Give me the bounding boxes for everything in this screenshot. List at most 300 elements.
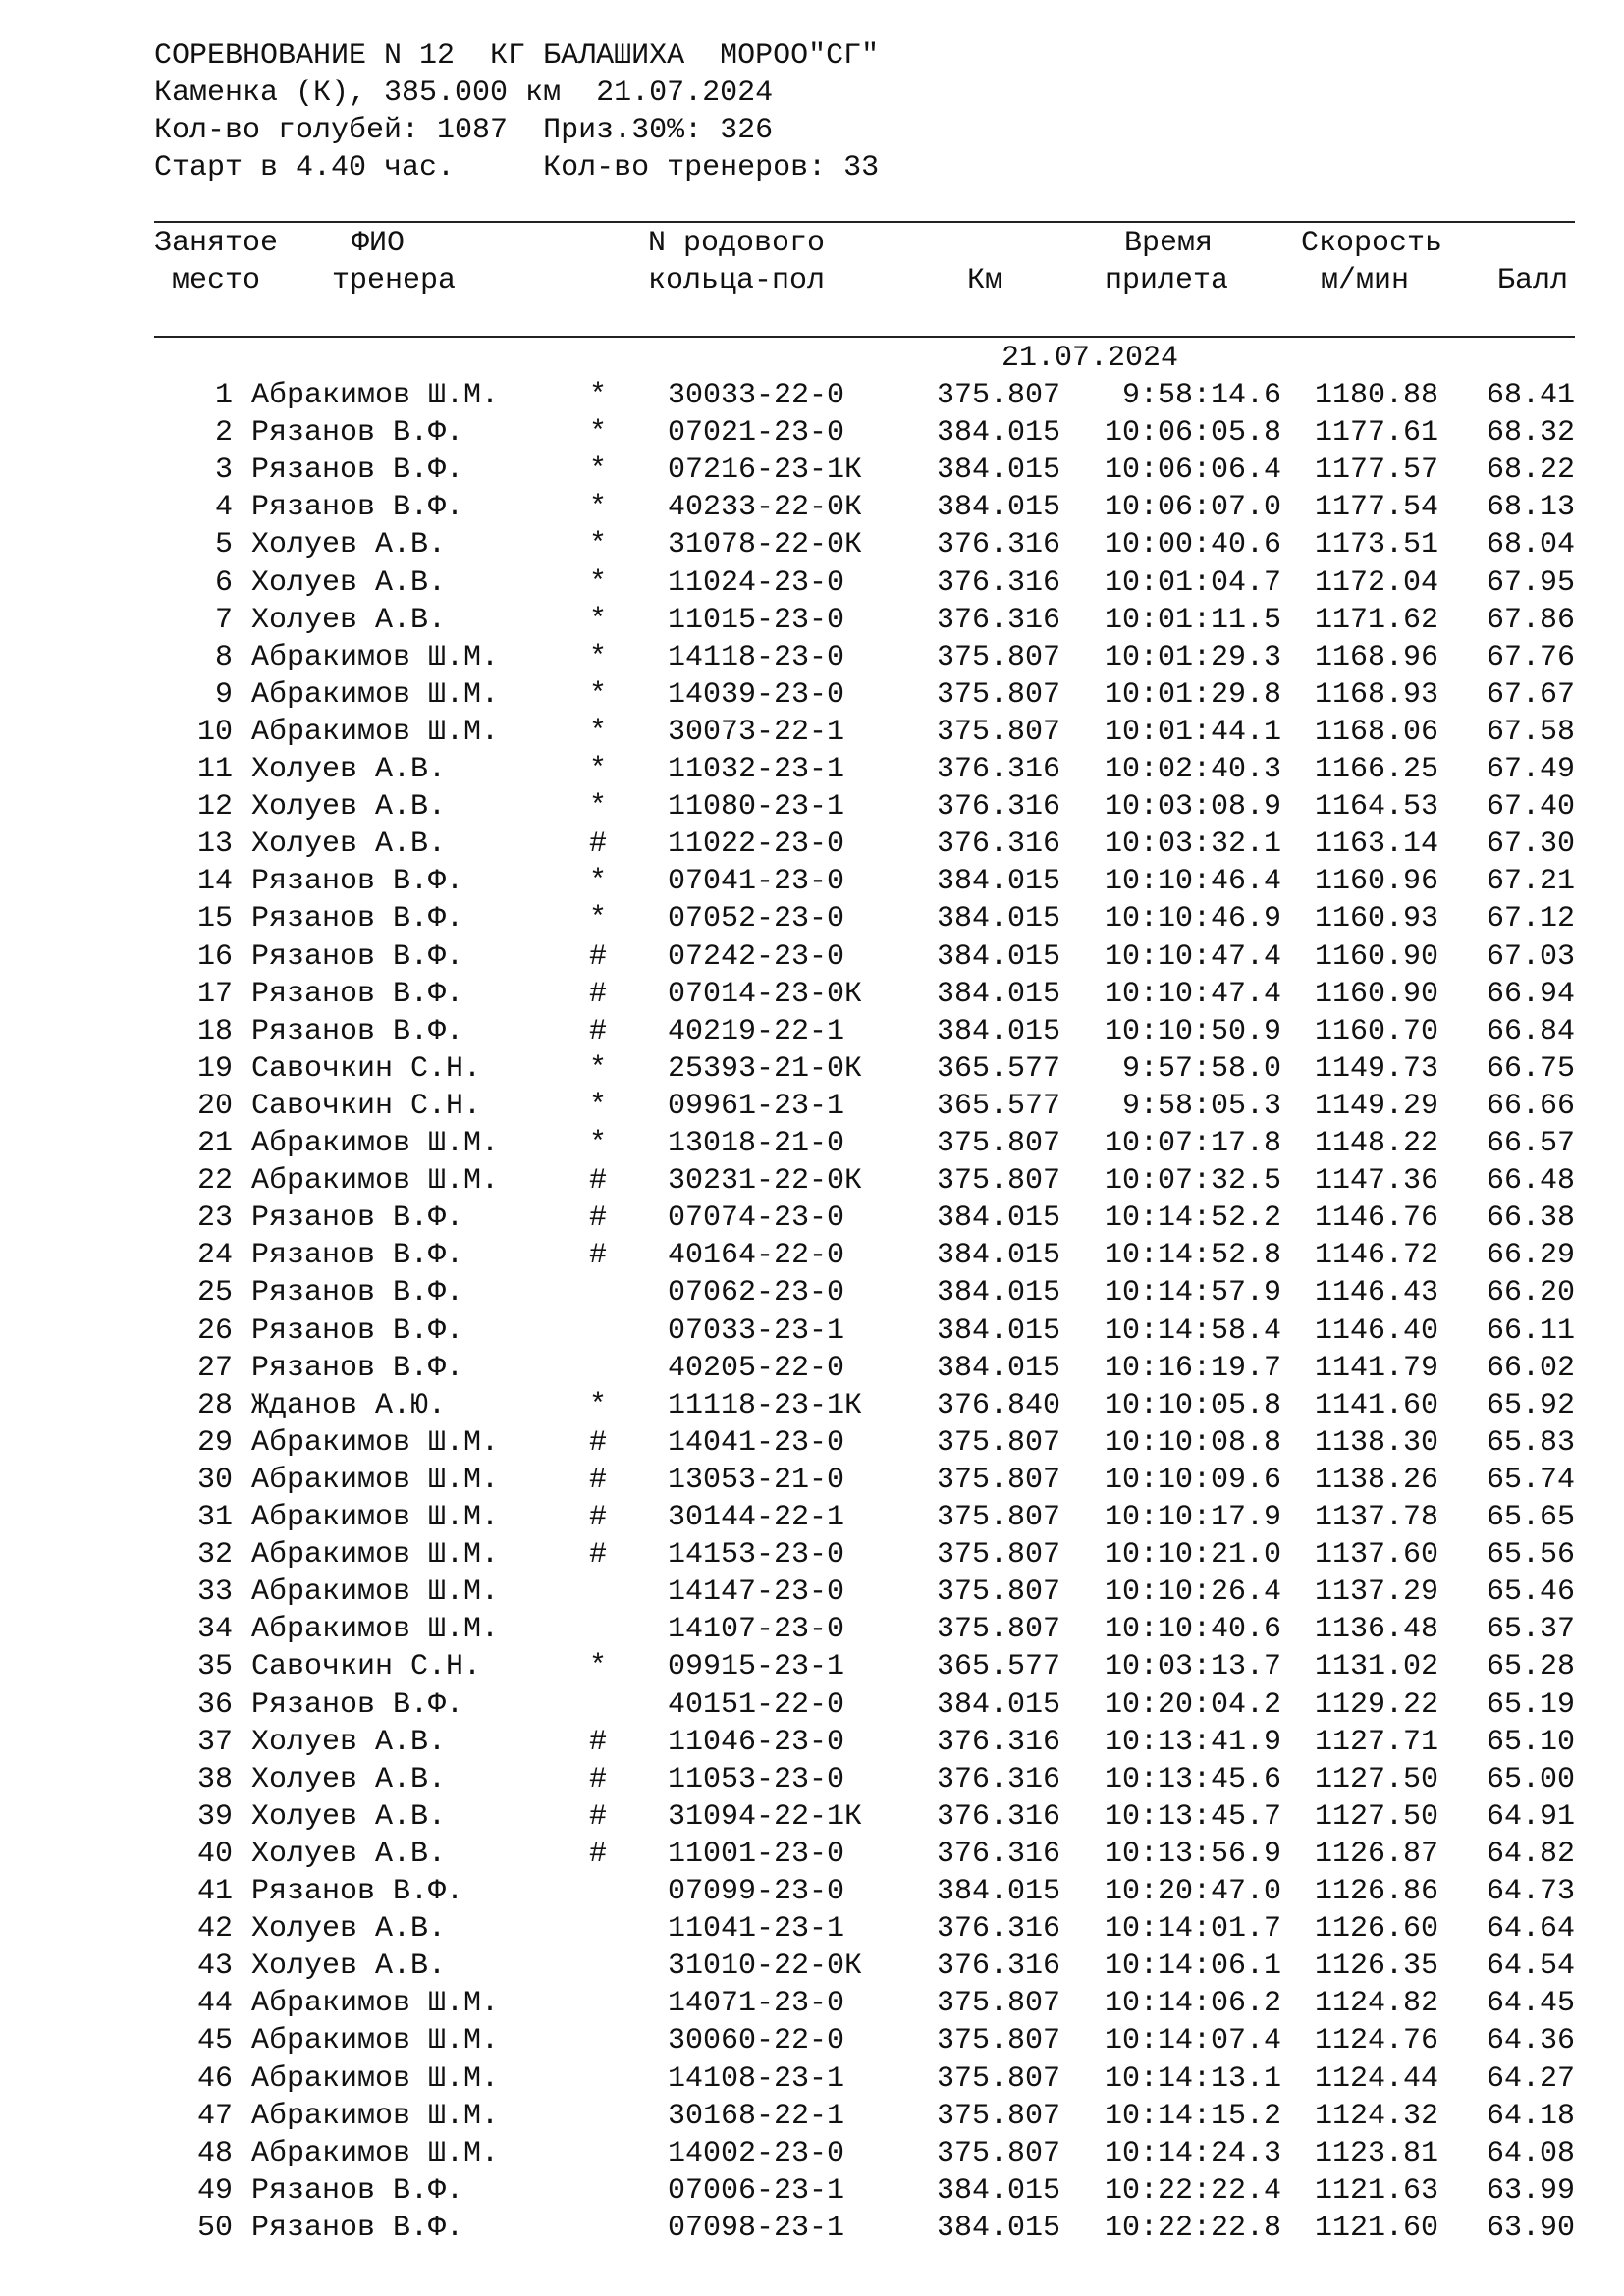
row-mark: * xyxy=(589,715,608,749)
row-arrival-time: 10:06:05.8 xyxy=(1104,416,1281,451)
row-arrival-time: 10:14:15.2 xyxy=(1104,2099,1281,2133)
row-ring: 30168-22-1 xyxy=(668,2099,845,2133)
row-score: 67.58 xyxy=(1486,715,1575,749)
row-speed: 1121.60 xyxy=(1314,2211,1438,2245)
row-mark: * xyxy=(589,603,608,637)
row-km: 384.015 xyxy=(936,977,1060,1011)
row-speed: 1180.88 xyxy=(1314,379,1438,412)
row-place: 43 xyxy=(196,1949,233,1984)
row-trainer: Абракимов Ш.М. xyxy=(251,715,500,749)
row-km: 375.807 xyxy=(936,1127,1060,1160)
row-mark: * xyxy=(589,790,608,825)
row-mark: * xyxy=(589,1127,608,1160)
row-trainer: Абракимов Ш.М. xyxy=(251,2061,500,2096)
row-arrival-time: 10:10:40.6 xyxy=(1104,1613,1281,1647)
row-arrival-time: 10:10:47.4 xyxy=(1104,939,1281,974)
row-km: 384.015 xyxy=(936,939,1060,974)
row-place: 5 xyxy=(214,528,233,562)
row-trainer: Рязанов В.Ф. xyxy=(251,1014,464,1048)
row-arrival-time: 10:10:09.6 xyxy=(1104,1463,1281,1497)
row-place: 17 xyxy=(196,977,233,1011)
row-arrival-time: 10:13:56.9 xyxy=(1104,1837,1281,1871)
row-mark: * xyxy=(589,454,608,488)
row-mark: # xyxy=(589,828,608,862)
row-speed: 1160.90 xyxy=(1314,977,1438,1011)
row-trainer: Рязанов В.Ф. xyxy=(251,491,464,525)
row-ring: 11080-23-1 xyxy=(668,790,845,825)
row-score: 67.76 xyxy=(1486,640,1575,674)
row-ring: 30060-22-0 xyxy=(668,2024,845,2058)
row-speed: 1146.43 xyxy=(1314,1276,1438,1310)
row-arrival-time: 10:14:58.4 xyxy=(1104,1313,1281,1348)
row-arrival-time: 10:10:47.4 xyxy=(1104,977,1281,1011)
row-speed: 1168.06 xyxy=(1314,715,1438,749)
row-trainer: Холуев А.В. xyxy=(251,1949,447,1984)
row-score: 66.11 xyxy=(1486,1313,1575,1348)
row-ring: 09961-23-1 xyxy=(668,1089,845,1123)
row-place: 9 xyxy=(214,677,233,712)
row-trainer: Рязанов В.Ф. xyxy=(251,865,464,899)
row-ring: 11041-23-1 xyxy=(668,1912,845,1947)
row-place: 7 xyxy=(214,603,233,637)
row-mark: * xyxy=(589,1051,608,1086)
row-score: 66.66 xyxy=(1486,1089,1575,1123)
row-place: 41 xyxy=(196,1875,233,1908)
row-place: 6 xyxy=(214,565,233,600)
row-place: 19 xyxy=(196,1051,233,1086)
row-score: 66.57 xyxy=(1486,1127,1575,1160)
row-mark: # xyxy=(589,1538,608,1573)
row-trainer: Абракимов Ш.М. xyxy=(251,1987,500,2021)
row-mark: * xyxy=(589,416,608,451)
row-score: 67.67 xyxy=(1486,677,1575,712)
row-mark: # xyxy=(589,1425,608,1460)
row-ring: 14039-23-0 xyxy=(668,677,845,712)
row-arrival-time: 10:13:41.9 xyxy=(1104,1725,1281,1759)
row-km: 375.807 xyxy=(936,1575,1060,1610)
col-place-line1: Занятое xyxy=(154,227,279,260)
row-place: 18 xyxy=(196,1014,233,1048)
row-km: 376.316 xyxy=(936,1799,1060,1834)
row-ring: 31010-22-0К xyxy=(668,1949,863,1984)
row-arrival-time: 9:58:14.6 xyxy=(1121,379,1281,412)
row-arrival-time: 10:22:22.8 xyxy=(1104,2211,1281,2245)
row-trainer: Абракимов Ш.М. xyxy=(251,677,500,712)
row-score: 65.10 xyxy=(1486,1725,1575,1759)
row-place: 34 xyxy=(196,1613,233,1647)
row-ring: 14153-23-0 xyxy=(668,1538,845,1573)
row-arrival-time: 10:16:19.7 xyxy=(1104,1351,1281,1385)
row-km: 375.807 xyxy=(936,2099,1060,2133)
row-score: 66.29 xyxy=(1486,1239,1575,1273)
row-score: 67.86 xyxy=(1486,603,1575,637)
row-mark: # xyxy=(589,1463,608,1497)
row-mark: * xyxy=(589,491,608,525)
row-place: 21 xyxy=(196,1127,233,1160)
row-arrival-time: 10:20:47.0 xyxy=(1104,1875,1281,1908)
row-speed: 1148.22 xyxy=(1314,1127,1438,1160)
row-ring: 11022-23-0 xyxy=(668,828,845,862)
row-arrival-time: 10:07:32.5 xyxy=(1104,1164,1281,1199)
row-speed: 1177.61 xyxy=(1314,416,1438,451)
row-speed: 1129.22 xyxy=(1314,1687,1438,1722)
row-mark: * xyxy=(589,379,608,412)
row-speed: 1124.82 xyxy=(1314,1987,1438,2021)
row-mark: # xyxy=(589,1164,608,1199)
row-km: 384.015 xyxy=(936,1201,1060,1236)
row-score: 65.46 xyxy=(1486,1575,1575,1610)
row-mark: * xyxy=(589,640,608,674)
row-arrival-time: 10:02:40.3 xyxy=(1104,753,1281,786)
row-km: 375.807 xyxy=(936,715,1060,749)
row-km: 365.577 xyxy=(936,1089,1060,1123)
row-trainer: Жданов А.Ю. xyxy=(251,1388,447,1422)
row-place: 42 xyxy=(196,1912,233,1947)
row-trainer: Рязанов В.Ф. xyxy=(251,902,464,936)
row-trainer: Рязанов В.Ф. xyxy=(251,1313,464,1348)
row-ring: 40205-22-0 xyxy=(668,1351,845,1385)
row-ring: 07041-23-0 xyxy=(668,865,845,899)
row-score: 67.30 xyxy=(1486,828,1575,862)
row-arrival-time: 10:14:52.2 xyxy=(1104,1201,1281,1236)
row-score: 66.38 xyxy=(1486,1201,1575,1236)
row-score: 68.41 xyxy=(1486,379,1575,412)
row-place: 39 xyxy=(196,1799,233,1834)
row-ring: 30073-22-1 xyxy=(668,715,845,749)
row-place: 15 xyxy=(196,902,233,936)
row-trainer: Холуев А.В. xyxy=(251,1912,447,1947)
row-speed: 1124.44 xyxy=(1314,2061,1438,2096)
header-rule-top xyxy=(154,221,1575,223)
col-ring-line1: N родового xyxy=(648,227,826,260)
row-speed: 1126.60 xyxy=(1314,1912,1438,1947)
row-speed: 1137.78 xyxy=(1314,1501,1438,1534)
row-place: 47 xyxy=(196,2099,233,2133)
row-score: 67.03 xyxy=(1486,939,1575,974)
row-trainer: Рязанов В.Ф. xyxy=(251,1276,464,1310)
row-km: 376.316 xyxy=(936,565,1060,600)
row-arrival-time: 10:03:08.9 xyxy=(1104,790,1281,825)
row-km: 376.316 xyxy=(936,1762,1060,1796)
row-ring: 14071-23-0 xyxy=(668,1987,845,2021)
row-arrival-time: 10:01:11.5 xyxy=(1104,603,1281,637)
row-ring: 14107-23-0 xyxy=(668,1613,845,1647)
row-km: 384.015 xyxy=(936,1014,1060,1048)
row-score: 68.32 xyxy=(1486,416,1575,451)
header-rule-bottom xyxy=(154,336,1575,338)
row-ring: 11024-23-0 xyxy=(668,565,845,600)
row-ring: 11053-23-0 xyxy=(668,1762,845,1796)
row-km: 375.807 xyxy=(936,640,1060,674)
row-arrival-time: 10:22:22.4 xyxy=(1104,2173,1281,2208)
row-km: 376.316 xyxy=(936,790,1060,825)
row-place: 36 xyxy=(196,1687,233,1722)
row-ring: 07216-23-1К xyxy=(668,454,863,488)
row-score: 65.74 xyxy=(1486,1463,1575,1497)
row-place: 8 xyxy=(214,640,233,674)
results-date: 21.07.2024 xyxy=(1001,342,1179,375)
row-mark: # xyxy=(589,1762,608,1796)
row-score: 66.75 xyxy=(1486,1051,1575,1086)
row-place: 24 xyxy=(196,1239,233,1273)
row-score: 65.56 xyxy=(1486,1538,1575,1573)
row-ring: 07021-23-0 xyxy=(668,416,845,451)
row-km: 376.316 xyxy=(936,828,1060,862)
row-mark: # xyxy=(589,1201,608,1236)
row-place: 45 xyxy=(196,2024,233,2058)
row-trainer: Абракимов Ш.М. xyxy=(251,379,500,412)
row-score: 65.37 xyxy=(1486,1613,1575,1647)
row-mark: # xyxy=(589,1239,608,1273)
row-speed: 1136.48 xyxy=(1314,1613,1438,1647)
start-info: Старт в 4.40 час. Кол-во тренеров: 33 xyxy=(154,151,880,185)
row-score: 63.99 xyxy=(1486,2173,1575,2208)
row-mark: * xyxy=(589,1388,608,1422)
row-ring: 30144-22-1 xyxy=(668,1501,845,1534)
row-score: 64.45 xyxy=(1486,1987,1575,2021)
row-ring: 07052-23-0 xyxy=(668,902,845,936)
row-place: 1 xyxy=(214,379,233,412)
row-mark: # xyxy=(589,1837,608,1871)
row-arrival-time: 10:10:08.8 xyxy=(1104,1425,1281,1460)
row-score: 67.95 xyxy=(1486,565,1575,600)
row-km: 384.015 xyxy=(936,416,1060,451)
row-km: 375.807 xyxy=(936,2061,1060,2096)
row-arrival-time: 10:13:45.7 xyxy=(1104,1799,1281,1834)
row-km: 384.015 xyxy=(936,2173,1060,2208)
col-name-line1: ФИО xyxy=(352,227,406,260)
row-score: 65.28 xyxy=(1486,1650,1575,1684)
row-mark: # xyxy=(589,939,608,974)
row-ring: 40219-22-1 xyxy=(668,1014,845,1048)
row-place: 13 xyxy=(196,828,233,862)
row-place: 44 xyxy=(196,1987,233,2021)
row-score: 67.49 xyxy=(1486,753,1575,786)
row-speed: 1137.60 xyxy=(1314,1538,1438,1573)
row-speed: 1173.51 xyxy=(1314,528,1438,562)
row-score: 65.65 xyxy=(1486,1501,1575,1534)
row-score: 67.12 xyxy=(1486,902,1575,936)
row-speed: 1146.40 xyxy=(1314,1313,1438,1348)
row-ring: 07074-23-0 xyxy=(668,1201,845,1236)
row-km: 384.015 xyxy=(936,1276,1060,1310)
row-trainer: Абракимов Ш.М. xyxy=(251,2024,500,2058)
row-trainer: Абракимов Ш.М. xyxy=(251,640,500,674)
row-arrival-time: 10:06:06.4 xyxy=(1104,454,1281,488)
row-score: 68.13 xyxy=(1486,491,1575,525)
row-ring: 11118-23-1К xyxy=(668,1388,863,1422)
row-place: 29 xyxy=(196,1425,233,1460)
row-speed: 1138.30 xyxy=(1314,1425,1438,1460)
row-km: 384.015 xyxy=(936,1687,1060,1722)
row-speed: 1166.25 xyxy=(1314,753,1438,786)
row-trainer: Рязанов В.Ф. xyxy=(251,1687,464,1722)
row-speed: 1160.96 xyxy=(1314,865,1438,899)
row-score: 64.64 xyxy=(1486,1912,1575,1947)
row-score: 65.19 xyxy=(1486,1687,1575,1722)
row-score: 64.27 xyxy=(1486,2061,1575,2096)
row-mark: # xyxy=(589,1501,608,1534)
row-trainer: Холуев А.В. xyxy=(251,790,447,825)
row-trainer: Абракимов Ш.М. xyxy=(251,1538,500,1573)
row-speed: 1160.70 xyxy=(1314,1014,1438,1048)
row-mark: * xyxy=(589,753,608,786)
row-trainer: Абракимов Ш.М. xyxy=(251,2099,500,2133)
row-place: 22 xyxy=(196,1164,233,1199)
row-speed: 1127.71 xyxy=(1314,1725,1438,1759)
row-ring: 40151-22-0 xyxy=(668,1687,845,1722)
row-ring: 30033-22-0 xyxy=(668,379,845,412)
row-mark: * xyxy=(589,528,608,562)
row-trainer: Рязанов В.Ф. xyxy=(251,2173,464,2208)
row-ring: 13018-21-0 xyxy=(668,1127,845,1160)
row-ring: 40164-22-0 xyxy=(668,1239,845,1273)
row-trainer: Холуев А.В. xyxy=(251,565,447,600)
row-arrival-time: 10:01:44.1 xyxy=(1104,715,1281,749)
row-km: 375.807 xyxy=(936,1425,1060,1460)
row-ring: 07033-23-1 xyxy=(668,1313,845,1348)
row-speed: 1127.50 xyxy=(1314,1762,1438,1796)
row-speed: 1121.63 xyxy=(1314,2173,1438,2208)
row-trainer: Савочкин С.Н. xyxy=(251,1051,482,1086)
row-ring: 11046-23-0 xyxy=(668,1725,845,1759)
col-time-line1: Время xyxy=(1124,227,1214,260)
row-km: 384.015 xyxy=(936,491,1060,525)
row-trainer: Рязанов В.Ф. xyxy=(251,939,464,974)
row-km: 384.015 xyxy=(936,1875,1060,1908)
col-time-line2: прилета xyxy=(1105,264,1229,297)
row-place: 14 xyxy=(196,865,233,899)
row-speed: 1124.76 xyxy=(1314,2024,1438,2058)
row-speed: 1168.96 xyxy=(1314,640,1438,674)
row-km: 384.015 xyxy=(936,454,1060,488)
row-km: 376.316 xyxy=(936,528,1060,562)
row-arrival-time: 10:14:07.4 xyxy=(1104,2024,1281,2058)
row-arrival-time: 10:10:50.9 xyxy=(1104,1014,1281,1048)
row-arrival-time: 10:07:17.8 xyxy=(1104,1127,1281,1160)
row-ring: 11015-23-0 xyxy=(668,603,845,637)
col-score: Балл xyxy=(1497,264,1569,297)
row-score: 66.02 xyxy=(1486,1351,1575,1385)
row-ring: 14118-23-0 xyxy=(668,640,845,674)
row-place: 37 xyxy=(196,1725,233,1759)
row-arrival-time: 10:03:32.1 xyxy=(1104,828,1281,862)
row-place: 48 xyxy=(196,2136,233,2170)
row-trainer: Холуев А.В. xyxy=(251,528,447,562)
row-place: 40 xyxy=(196,1837,233,1871)
row-place: 16 xyxy=(196,939,233,974)
row-arrival-time: 10:20:04.2 xyxy=(1104,1687,1281,1722)
row-speed: 1138.26 xyxy=(1314,1463,1438,1497)
row-score: 66.84 xyxy=(1486,1014,1575,1048)
row-km: 376.316 xyxy=(936,603,1060,637)
row-trainer: Рязанов В.Ф. xyxy=(251,416,464,451)
row-trainer: Рязанов В.Ф. xyxy=(251,1201,464,1236)
row-mark: * xyxy=(589,865,608,899)
row-speed: 1147.36 xyxy=(1314,1164,1438,1199)
row-arrival-time: 10:01:04.7 xyxy=(1104,565,1281,600)
row-arrival-time: 10:10:26.4 xyxy=(1104,1575,1281,1610)
row-mark: * xyxy=(589,1650,608,1684)
row-speed: 1149.73 xyxy=(1314,1051,1438,1086)
row-arrival-time: 10:14:06.2 xyxy=(1104,1987,1281,2021)
row-speed: 1141.79 xyxy=(1314,1351,1438,1385)
row-trainer: Абракимов Ш.М. xyxy=(251,1463,500,1497)
row-km: 376.316 xyxy=(936,1912,1060,1947)
row-km: 375.807 xyxy=(936,1164,1060,1199)
row-speed: 1146.72 xyxy=(1314,1239,1438,1273)
row-place: 3 xyxy=(214,454,233,488)
row-speed: 1160.90 xyxy=(1314,939,1438,974)
row-speed: 1141.60 xyxy=(1314,1388,1438,1422)
row-speed: 1163.14 xyxy=(1314,828,1438,862)
row-place: 46 xyxy=(196,2061,233,2096)
row-km: 365.577 xyxy=(936,1650,1060,1684)
row-km: 375.807 xyxy=(936,2136,1060,2170)
row-speed: 1126.35 xyxy=(1314,1949,1438,1984)
row-arrival-time: 10:10:46.9 xyxy=(1104,902,1281,936)
row-ring: 40233-22-0К xyxy=(668,491,863,525)
row-km: 375.807 xyxy=(936,1538,1060,1573)
row-km: 375.807 xyxy=(936,379,1060,412)
row-km: 375.807 xyxy=(936,1501,1060,1534)
row-ring: 31094-22-1К xyxy=(668,1799,863,1834)
row-speed: 1171.62 xyxy=(1314,603,1438,637)
row-speed: 1123.81 xyxy=(1314,2136,1438,2170)
row-speed: 1126.86 xyxy=(1314,1875,1438,1908)
row-place: 2 xyxy=(214,416,233,451)
row-score: 64.18 xyxy=(1486,2099,1575,2133)
row-place: 38 xyxy=(196,1762,233,1796)
row-ring: 07098-23-1 xyxy=(668,2211,845,2245)
row-score: 68.22 xyxy=(1486,454,1575,488)
row-ring: 14108-23-1 xyxy=(668,2061,845,2096)
row-km: 384.015 xyxy=(936,1239,1060,1273)
row-arrival-time: 10:14:01.7 xyxy=(1104,1912,1281,1947)
row-km: 376.316 xyxy=(936,1725,1060,1759)
row-trainer: Холуев А.В. xyxy=(251,828,447,862)
row-score: 64.54 xyxy=(1486,1949,1575,1984)
row-place: 50 xyxy=(196,2211,233,2245)
row-km: 376.316 xyxy=(936,753,1060,786)
row-score: 68.04 xyxy=(1486,528,1575,562)
row-place: 33 xyxy=(196,1575,233,1610)
row-km: 375.807 xyxy=(936,1463,1060,1497)
row-trainer: Абракимов Ш.М. xyxy=(251,1164,500,1199)
row-arrival-time: 10:14:06.1 xyxy=(1104,1949,1281,1984)
row-place: 11 xyxy=(196,753,233,786)
row-mark: * xyxy=(589,677,608,712)
row-trainer: Холуев А.В. xyxy=(251,603,447,637)
row-speed: 1160.93 xyxy=(1314,902,1438,936)
row-trainer: Холуев А.В. xyxy=(251,1725,447,1759)
row-place: 32 xyxy=(196,1538,233,1573)
row-mark: * xyxy=(589,1089,608,1123)
row-ring: 30231-22-0К xyxy=(668,1164,863,1199)
row-km: 384.015 xyxy=(936,865,1060,899)
row-arrival-time: 9:58:05.3 xyxy=(1121,1089,1281,1123)
row-trainer: Рязанов В.Ф. xyxy=(251,1239,464,1273)
col-speed-line2: м/мин xyxy=(1321,264,1410,297)
row-arrival-time: 10:03:13.7 xyxy=(1104,1650,1281,1684)
row-ring: 14002-23-0 xyxy=(668,2136,845,2170)
row-arrival-time: 10:10:05.8 xyxy=(1104,1388,1281,1422)
row-score: 65.92 xyxy=(1486,1388,1575,1422)
row-score: 66.20 xyxy=(1486,1276,1575,1310)
row-speed: 1131.02 xyxy=(1314,1650,1438,1684)
row-score: 65.00 xyxy=(1486,1762,1575,1796)
row-score: 66.94 xyxy=(1486,977,1575,1011)
